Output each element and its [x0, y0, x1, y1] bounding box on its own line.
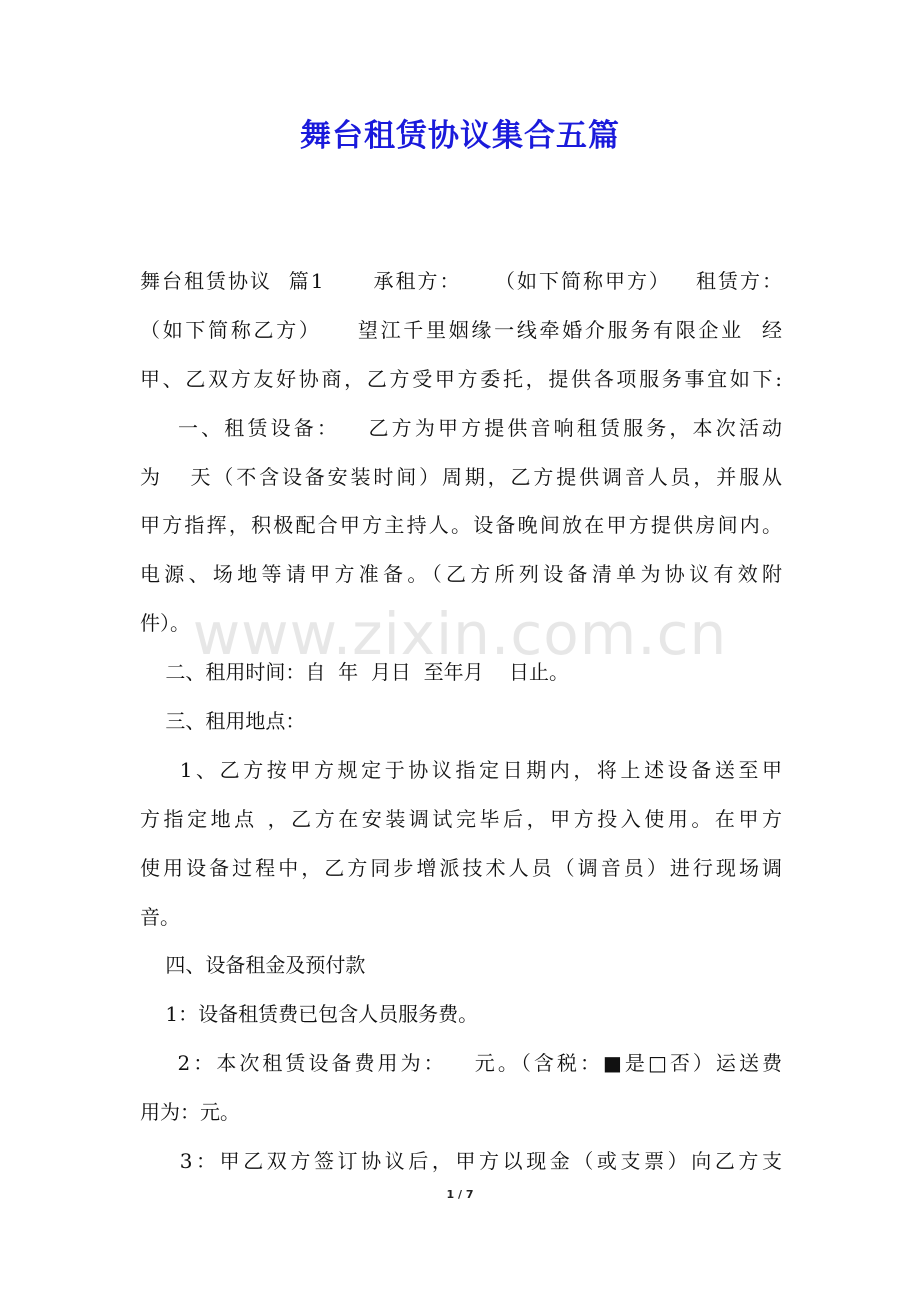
document-body	[140, 257, 782, 1186]
body-line: 方指定地点 ，乙方在安装调试完毕后，甲方投入使用。在甲方	[140, 806, 782, 831]
body-line: 件）。	[140, 611, 190, 636]
body-line: 电源、场地等请甲方准备。（乙方所列设备清单为协议有效附	[140, 562, 782, 587]
page-number: 1 / 7	[446, 1188, 474, 1201]
body-line: 二、租用时间：自 年 月日 至年月 日止。	[140, 660, 570, 685]
body-line: 为 天（不含设备安装时间）周期，乙方提供调音人员，并服从	[140, 464, 782, 489]
body-line: 三、租用地点：	[140, 709, 306, 734]
body-line: 2：本次租赁设备费用为： 元。（含税：■是□否）运送费	[140, 1051, 782, 1076]
body-line: 用为：元。	[140, 1100, 240, 1125]
body-line: 甲、乙双方友好协商，乙方受甲方委托，提供各项服务事宜如下:	[140, 366, 782, 391]
body-line: 舞台租赁协议 篇1 承租方： （如下简称甲方） 租赁方：	[140, 269, 782, 293]
body-line: 1：设备租赁费已包含人员服务费。	[140, 1002, 479, 1027]
body-line: （如下简称乙方） 望江千里姻缘一线牵婚介服务有限企业 经	[140, 317, 782, 342]
body-line: 1、乙方按甲方规定于协议指定日期内，将上述设备送至甲	[140, 757, 782, 782]
body-line: 四、设备租金及预付款	[140, 953, 366, 978]
body-line: 3：甲乙双方签订协议后，甲方以现金（或支票）向乙方支	[140, 1149, 782, 1174]
body-line: 音。	[140, 904, 180, 929]
body-line: 甲方指挥，积极配合甲方主持人。设备晚间放在甲方提供房间内。	[140, 513, 782, 538]
watermark: www.zixin.com.cn	[192, 600, 728, 668]
body-line: 使用设备过程中，乙方同步增派技术人员（调音员）进行现场调	[140, 855, 782, 880]
document-title: 舞台租赁协议集合五篇	[300, 118, 620, 154]
body-line: 一、租赁设备： 乙方为甲方提供音响租赁服务，本次活动	[140, 415, 782, 440]
